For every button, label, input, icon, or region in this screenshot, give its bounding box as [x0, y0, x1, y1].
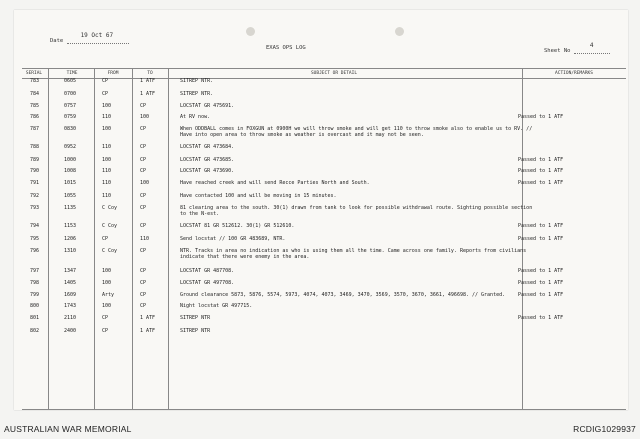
entry-subject: Have reached creek and will send Recce Parties North and South. [180, 180, 370, 186]
footer-reference: RCDIG1029937 [573, 424, 636, 434]
entry-serial: 792 [30, 193, 40, 199]
entry-to: 100 [140, 114, 150, 120]
entry-time: 2400 [64, 328, 77, 334]
entry-action: Passed to 1 ATF [518, 315, 564, 321]
col-header-to: TO [147, 71, 153, 76]
entry-time: 1008 [64, 168, 77, 174]
entry-subject: 81 clearing area to the south. 30(1) drawn from tank to look for possible withdrawal route. Sighting possible section to the N-est. [180, 205, 533, 217]
entry-subject: Send locstat // 100 GR 483689, NTR. [180, 236, 286, 242]
entry-action: Passed to 1 ATF [518, 180, 564, 186]
entry-serial: 790 [30, 168, 40, 174]
entry-from: 110 [102, 193, 112, 199]
log-entry-row [14, 157, 628, 165]
entry-serial: 785 [30, 103, 40, 109]
punch-hole-left [246, 27, 255, 36]
entry-action: Passed to 1 ATF [518, 268, 564, 274]
log-entry-row [14, 248, 628, 260]
entry-time: 0605 [64, 78, 77, 84]
entry-serial: 795 [30, 236, 40, 242]
col-header-from: FROM [107, 71, 119, 76]
entry-from: C Coy [102, 223, 118, 229]
entry-action: Passed to 1 ATF [518, 157, 564, 163]
entry-from: CP [102, 91, 109, 97]
punch-hole-right [395, 27, 404, 36]
entry-time: 0757 [64, 103, 77, 109]
entry-serial: 800 [30, 303, 40, 309]
entry-serial: 787 [30, 126, 40, 132]
log-title: EXAS OPS LOG [266, 45, 306, 51]
entry-from: CP [102, 328, 109, 334]
log-entry-row [14, 268, 628, 276]
entry-subject: At RV now. [180, 114, 211, 120]
entry-to: 1 ATF [140, 328, 156, 334]
entry-from: 110 [102, 144, 112, 150]
entry-serial: 783 [30, 78, 40, 84]
entry-from: C Coy [102, 205, 118, 211]
entry-action: Passed to 1 ATF [518, 223, 564, 229]
entry-action: Passed to 1 ATF [518, 292, 564, 298]
entry-subject: SITREP NTR. [180, 91, 214, 97]
log-entry-row [14, 236, 628, 244]
entry-action: Passed to 1 ATF [518, 280, 564, 286]
entry-to: 1 ATF [140, 315, 156, 321]
date-label: Date [50, 38, 64, 44]
log-entry-row [14, 223, 628, 231]
entry-to: CP [140, 126, 147, 132]
entry-time: 1135 [64, 205, 77, 211]
entry-time: 1405 [64, 280, 77, 286]
entry-serial: 786 [30, 114, 40, 120]
date-line [50, 32, 129, 44]
footer-source: AUSTRALIAN WAR MEMORIAL [4, 424, 132, 434]
log-entry-row [14, 103, 628, 111]
entry-to: CP [140, 157, 147, 163]
entry-from: 100 [102, 268, 112, 274]
entry-to: CP [140, 268, 147, 274]
entry-subject: When ODDBALL comes in FOXGUN at 0900H we will throw smoke and will get 110 to throw smoke also to enable us to RV. // Have into open area to throw smoke as weather is overcast and it may not be seen. [180, 126, 533, 138]
entry-from: CP [102, 315, 109, 321]
entry-from: 100 [102, 280, 112, 286]
entry-time: 1310 [64, 248, 77, 254]
entry-time: 1015 [64, 180, 77, 186]
col-header-time: TIME [66, 71, 78, 76]
entry-subject: LOCSTAT GR 473690. [180, 168, 235, 174]
entry-subject: LOCSTAT GR 473684. [180, 144, 235, 150]
entry-to: 100 [140, 180, 150, 186]
entry-from: 110 [102, 114, 112, 120]
log-entry-row [14, 78, 628, 86]
entry-to: CP [140, 303, 147, 309]
entry-serial: 799 [30, 292, 40, 298]
entry-serial: 801 [30, 315, 40, 321]
log-entry-row [14, 168, 628, 176]
log-entry-row [14, 280, 628, 288]
sheet-label: Sheet No [544, 48, 571, 54]
entry-time: 1055 [64, 193, 77, 199]
entry-subject: LOCSTAT GR 497708. [180, 280, 235, 286]
entry-to: CP [140, 205, 147, 211]
col-header-subject: SUBJECT OR DETAIL [310, 71, 358, 76]
entry-serial: 797 [30, 268, 40, 274]
entry-from: 100 [102, 303, 112, 309]
entry-serial: 794 [30, 223, 40, 229]
entry-from: 110 [102, 180, 112, 186]
entry-to: CP [140, 292, 147, 298]
date-value: 19 Oct 67 [80, 32, 114, 39]
entry-subject: SITREP NTR [180, 328, 211, 334]
entry-action: Passed to 1 ATF [518, 236, 564, 242]
log-entry-row [14, 144, 628, 152]
log-entry-row [14, 315, 628, 323]
log-sheet [14, 10, 628, 410]
entry-subject: Ground clearance 5873, 5876, 5574, 5973, 4074, 4073, 3469, 3470, 3569, 3570, 3670, 3661, 496698. // Granted. [180, 292, 506, 298]
entry-subject: LOCSTAT GR 475691. [180, 103, 235, 109]
log-entry-row [14, 292, 628, 300]
entry-serial: 791 [30, 180, 40, 186]
log-entry-row [14, 328, 628, 336]
entry-to: CP [140, 103, 147, 109]
entry-subject: LOCSTAT GR 473685. [180, 157, 235, 163]
entry-action: Passed to 1 ATF [518, 114, 564, 120]
entry-from: C Coy [102, 248, 118, 254]
entry-time: 1347 [64, 268, 77, 274]
entry-serial: 789 [30, 157, 40, 163]
entry-to: CP [140, 280, 147, 286]
log-entry-row [14, 193, 628, 201]
entry-serial: 793 [30, 205, 40, 211]
entry-time: 2110 [64, 315, 77, 321]
log-entry-row [14, 303, 628, 311]
entry-to: 1 ATF [140, 91, 156, 97]
entry-subject: SITREP NTR. [180, 78, 214, 84]
entry-serial: 788 [30, 144, 40, 150]
log-entry-row [14, 91, 628, 99]
entry-subject: SITREP NTR [180, 315, 211, 321]
entry-time: 0700 [64, 91, 77, 97]
entry-action: Passed to 1 ATF [518, 168, 564, 174]
entry-subject: NTR. Tracks in area no indication as who is using them all the time. Came across one family. Reports from civilians indicate that there were enemy in the area. [180, 248, 527, 260]
entry-time: 1206 [64, 236, 77, 242]
entry-subject: Night locstat GR 497715. [180, 303, 253, 309]
entry-time: 0830 [64, 126, 77, 132]
entry-subject: LOCSTAT GR 487708. [180, 268, 235, 274]
entry-from: CP [102, 236, 109, 242]
sheet-value: 4 [589, 42, 594, 49]
entry-serial: 798 [30, 280, 40, 286]
entry-time: 0952 [64, 144, 77, 150]
col-header-action: ACTION/REMARKS [555, 71, 593, 76]
entry-serial: 796 [30, 248, 40, 254]
entry-to: 110 [140, 236, 150, 242]
entry-time: 1153 [64, 223, 77, 229]
log-entry-row [14, 180, 628, 188]
log-entry-row [14, 205, 628, 217]
entry-from: CP [102, 78, 109, 84]
entry-subject: LOCSTAT 81 GR 512612. 30(1) GR 512610. [180, 223, 295, 229]
entry-serial: 784 [30, 91, 40, 97]
entry-to: CP [140, 223, 147, 229]
entry-subject: Have contacted 100 and will be moving in 15 minutes. [180, 193, 337, 199]
log-entry-row [14, 126, 628, 138]
entry-from: 100 [102, 157, 112, 163]
log-entry-row [14, 114, 628, 122]
entry-time: 0759 [64, 114, 77, 120]
entry-time: 1609 [64, 292, 77, 298]
entry-to: CP [140, 193, 147, 199]
entry-serial: 802 [30, 328, 40, 334]
entry-to: CP [140, 144, 147, 150]
entry-from: 100 [102, 126, 112, 132]
sheet-number-line [544, 42, 610, 54]
entry-to: CP [140, 168, 147, 174]
entry-to: 1 ATF [140, 78, 156, 84]
entry-from: 110 [102, 168, 112, 174]
entry-to: CP [140, 248, 147, 254]
entry-from: Arty [102, 292, 115, 298]
col-header-serial: SERIAL [25, 71, 43, 76]
entry-time: 1000 [64, 157, 77, 163]
entry-time: 1743 [64, 303, 77, 309]
entry-from: 100 [102, 103, 112, 109]
